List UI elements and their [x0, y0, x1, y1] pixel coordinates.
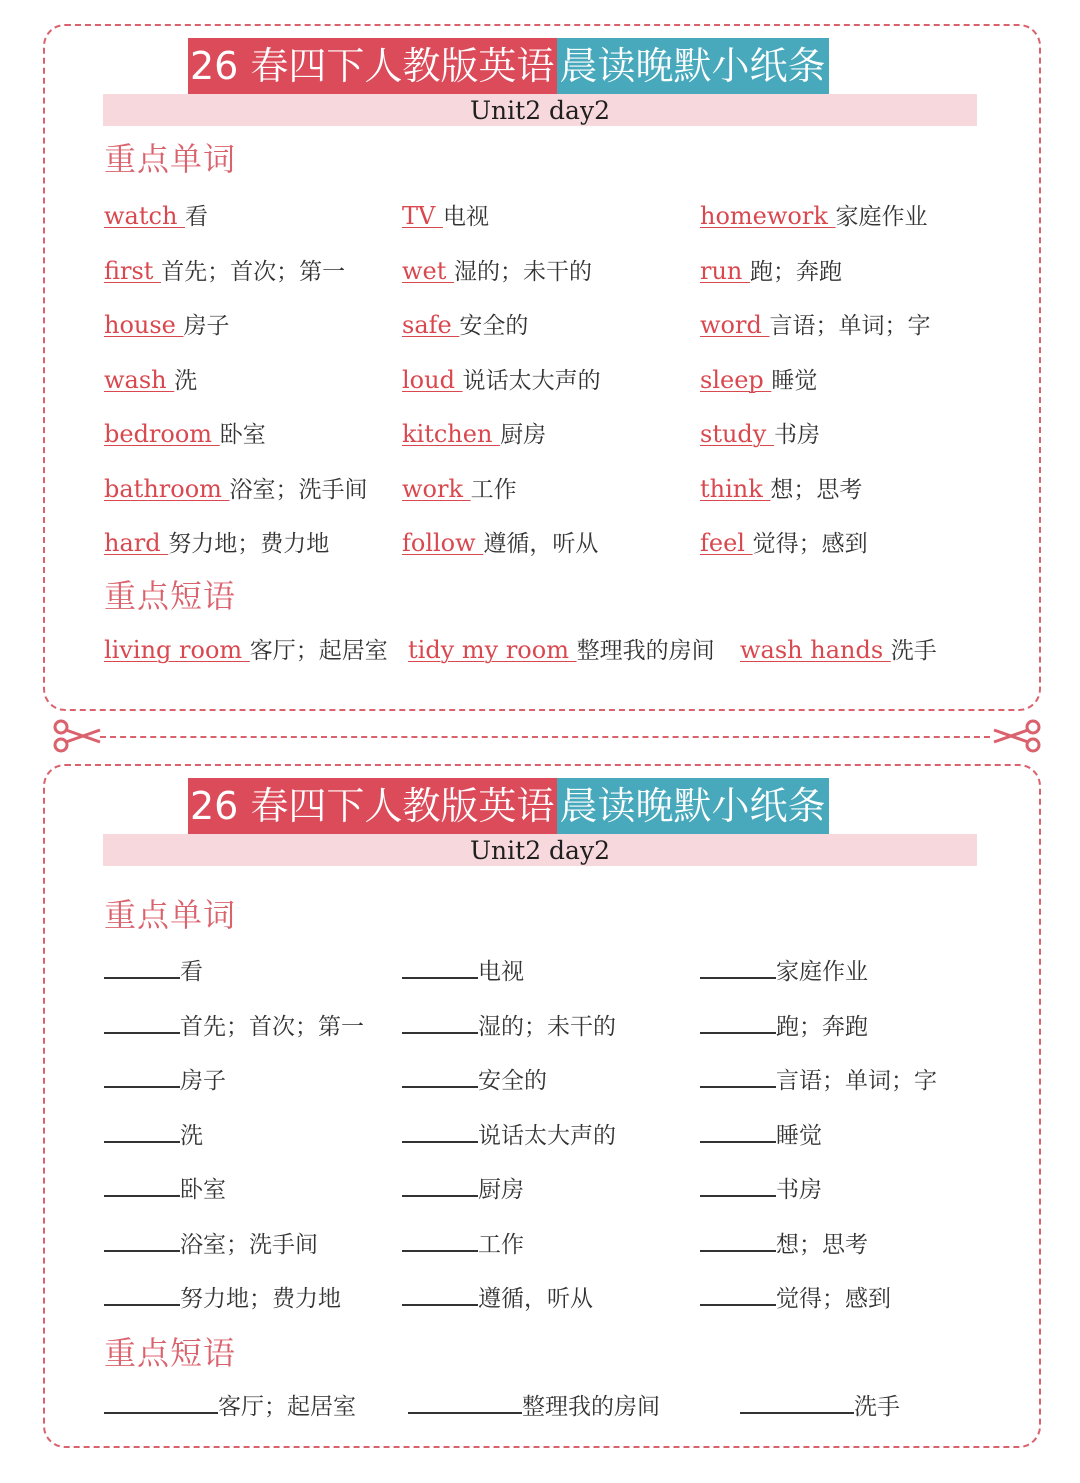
title-part-teal: 晨读晚默小纸条 — [557, 778, 829, 834]
page-title — [188, 38, 829, 94]
chinese-meaning: 家庭作业 — [776, 959, 868, 985]
chinese-meaning: 睡觉 — [771, 367, 818, 394]
scissors-icon — [990, 718, 1042, 754]
chinese-meaning: 湿的；未干的 — [478, 1013, 616, 1040]
chinese-meaning: 觉得；感到 — [776, 1286, 891, 1312]
answer-blank[interactable] — [700, 953, 776, 979]
answer-blank[interactable] — [104, 1280, 180, 1306]
chinese-meaning: 整理我的房间 — [522, 1394, 660, 1420]
word-item — [104, 1280, 341, 1314]
chinese-meaning: 湿的；未干的 — [454, 258, 593, 285]
title-part-red: 26 春四下人教版英语 — [188, 38, 557, 94]
chinese-meaning: 工作 — [478, 1231, 524, 1258]
word-item — [700, 1280, 891, 1314]
chinese-meaning: 跑；奔跑 — [750, 258, 843, 285]
chinese-meaning: 工作 — [470, 476, 517, 503]
unit-label: Unit2 day2 — [103, 834, 977, 866]
word-item — [700, 1226, 868, 1260]
chinese-meaning: 首先；首次；第一 — [180, 1013, 364, 1040]
phrase-item — [740, 635, 937, 666]
chinese-meaning: 言语；单词；字 — [776, 1068, 937, 1094]
chinese-meaning: 浴室；洗手间 — [229, 476, 368, 503]
chinese-meaning: 努力地；费力地 — [168, 531, 330, 557]
word-item — [104, 1171, 226, 1205]
chinese-meaning: 浴室；洗手间 — [180, 1231, 318, 1258]
unit-label: Unit2 day2 — [103, 94, 977, 126]
chinese-meaning: 电视 — [442, 204, 489, 230]
section-heading-phrases: 重点短语 — [104, 1334, 237, 1372]
word-item — [402, 365, 601, 396]
english-word: think — [700, 474, 771, 503]
chinese-meaning: 洗手 — [854, 1394, 900, 1420]
answer-blank[interactable] — [104, 953, 180, 979]
word-item — [402, 1226, 524, 1260]
english-phrase: living room — [104, 636, 250, 664]
chinese-meaning: 房子 — [180, 1068, 226, 1094]
title-part-red: 26 春四下人教版英语 — [188, 778, 557, 834]
chinese-meaning: 书房 — [773, 422, 820, 448]
chinese-meaning: 洗 — [174, 367, 198, 394]
answer-blank[interactable] — [700, 1008, 776, 1034]
chinese-meaning: 想；思考 — [770, 476, 863, 503]
answer-blank[interactable] — [104, 1008, 180, 1034]
word-item — [700, 953, 868, 987]
english-word: bathroom — [104, 474, 230, 503]
chinese-meaning: 洗手 — [890, 638, 937, 664]
word-item — [700, 1062, 937, 1096]
phrase-item — [740, 1388, 900, 1422]
chinese-meaning: 客厅；起居室 — [218, 1394, 356, 1420]
answer-card — [43, 24, 1041, 711]
english-word: hard — [104, 529, 169, 557]
english-word: work — [402, 474, 471, 503]
word-item — [402, 310, 528, 341]
phrase-item — [408, 1388, 660, 1422]
word-item — [402, 419, 546, 450]
word-item — [402, 1117, 616, 1151]
dictation-card — [43, 764, 1041, 1448]
answer-blank[interactable] — [402, 953, 478, 979]
english-word: run — [700, 256, 751, 285]
word-item — [402, 1171, 524, 1205]
page-title — [188, 778, 829, 834]
answer-blank[interactable] — [402, 1226, 478, 1252]
english-word: house — [104, 311, 184, 339]
word-item — [700, 310, 930, 341]
word-item — [700, 419, 820, 450]
word-item — [104, 201, 208, 232]
chinese-meaning: 说话太大声的 — [478, 1122, 616, 1149]
word-item — [700, 1008, 868, 1042]
english-word: TV — [402, 202, 443, 230]
chinese-meaning: 看 — [180, 959, 203, 985]
chinese-meaning: 想；思考 — [776, 1231, 868, 1258]
word-item — [700, 201, 928, 232]
answer-blank[interactable] — [402, 1062, 478, 1088]
phrase-item — [408, 635, 715, 666]
english-word: sleep — [700, 365, 772, 394]
english-word: word — [700, 311, 770, 339]
chinese-meaning: 客厅；起居室 — [249, 638, 388, 664]
word-item — [402, 1008, 616, 1042]
chinese-meaning: 卧室 — [219, 422, 266, 448]
answer-blank[interactable] — [700, 1062, 776, 1088]
word-item — [104, 256, 345, 287]
word-item — [402, 474, 517, 505]
word-item — [700, 1117, 822, 1151]
chinese-meaning: 厨房 — [478, 1177, 524, 1203]
word-item — [104, 419, 266, 450]
english-word: wash — [104, 365, 175, 394]
english-word: loud — [402, 365, 463, 394]
answer-blank[interactable] — [104, 1171, 180, 1197]
answer-blank[interactable] — [700, 1226, 776, 1252]
chinese-meaning: 说话太大声的 — [462, 367, 601, 394]
chinese-meaning: 安全的 — [478, 1068, 547, 1094]
english-word: bedroom — [104, 420, 220, 448]
word-item — [104, 365, 197, 396]
answer-blank[interactable] — [104, 1062, 180, 1088]
chinese-meaning: 努力地；费力地 — [180, 1286, 341, 1312]
english-word: safe — [402, 311, 460, 339]
chinese-meaning: 安全的 — [459, 313, 529, 339]
word-item — [700, 365, 817, 396]
word-item — [104, 1226, 318, 1260]
section-heading-words: 重点单词 — [104, 896, 237, 934]
chinese-meaning: 言语；单词；字 — [769, 313, 931, 339]
word-item — [700, 256, 842, 287]
answer-blank[interactable] — [402, 1171, 478, 1197]
word-item — [104, 474, 368, 505]
english-word: wet — [402, 256, 455, 285]
phrase-item — [104, 1388, 356, 1422]
answer-blank[interactable] — [402, 1280, 478, 1306]
english-word: feel — [700, 529, 753, 557]
answer-blank[interactable] — [700, 1171, 776, 1197]
answer-blank[interactable] — [402, 1008, 478, 1034]
chinese-meaning: 整理我的房间 — [576, 638, 715, 664]
chinese-meaning: 厨房 — [500, 422, 547, 448]
chinese-meaning: 睡觉 — [776, 1122, 822, 1149]
section-heading-phrases: 重点短语 — [104, 577, 237, 615]
answer-blank[interactable] — [402, 1117, 478, 1143]
english-word: watch — [104, 202, 186, 230]
word-item — [402, 528, 598, 559]
cut-line — [100, 736, 990, 738]
scissors-icon — [52, 718, 104, 754]
chinese-meaning: 卧室 — [180, 1177, 226, 1203]
answer-blank[interactable] — [104, 1388, 218, 1414]
title-part-teal: 晨读晚默小纸条 — [557, 38, 829, 94]
phrase-item — [104, 635, 388, 666]
section-heading-words: 重点单词 — [104, 140, 237, 178]
word-item — [104, 1062, 226, 1096]
word-item — [402, 1062, 547, 1096]
answer-blank[interactable] — [104, 1226, 180, 1252]
chinese-meaning: 首先；首次；第一 — [161, 258, 346, 285]
word-item — [104, 528, 329, 559]
chinese-meaning: 遵循，听从 — [478, 1286, 593, 1312]
answer-blank[interactable] — [700, 1280, 776, 1306]
word-item — [700, 474, 862, 505]
english-word: homework — [700, 202, 836, 230]
word-item — [104, 953, 203, 987]
word-item — [402, 953, 524, 987]
word-item — [104, 1008, 364, 1042]
word-item — [700, 528, 868, 559]
english-phrase: wash hands — [740, 636, 891, 664]
word-item — [402, 201, 489, 232]
chinese-meaning: 遵循，听从 — [483, 531, 599, 557]
chinese-meaning: 觉得；感到 — [752, 531, 868, 557]
word-item — [402, 256, 592, 287]
answer-blank[interactable] — [700, 1117, 776, 1143]
chinese-meaning: 电视 — [478, 959, 524, 985]
answer-blank[interactable] — [740, 1388, 854, 1414]
chinese-meaning: 书房 — [776, 1177, 822, 1203]
english-phrase: tidy my room — [408, 636, 577, 664]
answer-blank[interactable] — [408, 1388, 522, 1414]
word-item — [402, 1280, 593, 1314]
english-word: study — [700, 420, 774, 448]
english-word: first — [104, 256, 162, 285]
word-item — [104, 310, 230, 341]
chinese-meaning: 洗 — [180, 1122, 203, 1149]
chinese-meaning: 家庭作业 — [835, 204, 928, 230]
chinese-meaning: 跑；奔跑 — [776, 1013, 868, 1040]
word-item — [104, 1117, 203, 1151]
word-item — [700, 1171, 822, 1205]
chinese-meaning: 看 — [185, 204, 209, 230]
english-word: follow — [402, 529, 484, 557]
english-word: kitchen — [402, 420, 501, 448]
chinese-meaning: 房子 — [183, 313, 230, 339]
answer-blank[interactable] — [104, 1117, 180, 1143]
